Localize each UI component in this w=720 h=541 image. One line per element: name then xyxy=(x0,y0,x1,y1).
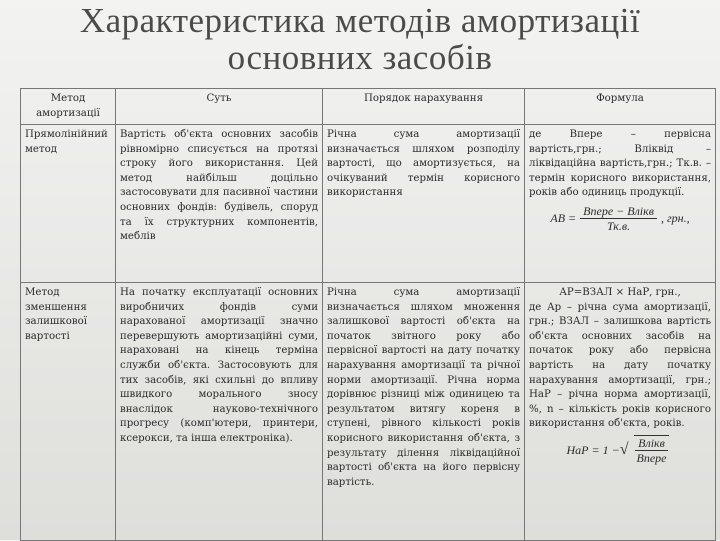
row2-formula-expression xyxy=(529,435,711,465)
row2-essence: На початку експлуатації основних виробничих фондів суми нарахованої амортизації значно перевершують амортизаційні суми, нараховані на кінець терміна служби об'єкта. Застосовують для тих засобів, які схильні до впливу швидкого морального зносу внаслідок науково-технічного прогресу (комп'ютери, принтери, ксерокси, та інша електроніка). xyxy=(116,283,323,541)
root-icon: √ xyxy=(619,440,629,458)
row1-method: Прямолінійний метод xyxy=(21,125,116,283)
methods-table xyxy=(20,88,716,541)
row2-formula-text: де Ар – річна сума амортизації, грн.; ВЗАЛ – залишкова вартість об'єкта основних засобів на початок року або первісна вартість на дату початку нарахування амортизації, грн.; НаР – річна норма амортизації, %, n – кількість років корисного використання об'єкта, років. xyxy=(529,301,711,430)
row1-formula-numerator: Впере − Влікв xyxy=(580,204,657,219)
row2-order: Річна сума амортизації визначається шляхом множення залишкової вартості об'єкта на початок звітного року або первісної вартості на дату початку нарахування амортизації та річної норми амортизації. Річна норма дорівнює різниці між одиницею та результатом витягу кореня в ступені, рівного кількості років корисного використання об'єкта, з результату ділення ліквідаційної вартості об'єкта на його первісну вартість. xyxy=(323,283,525,541)
row2-formula-cell xyxy=(525,283,716,541)
row1-formula-cell xyxy=(525,125,716,283)
row2-formula-numerator: Влікв xyxy=(635,436,668,451)
row1-formula-lhs: АВ = xyxy=(550,211,577,226)
header-essence: Суть xyxy=(116,89,323,125)
row1-order: Річна сума амортизації визначається шляхом розподілу вартості, що амортизується, на очікуваний термін корисного використання xyxy=(323,125,525,283)
row1-formula-unit: , грн., xyxy=(660,211,690,226)
row2-formula-fraction xyxy=(634,435,670,465)
row1-formula-expression xyxy=(529,204,711,233)
row1-formula-text: де Впере – первісна вартість,грн.; Вліквід – ліквідаційна вартість,грн.; Тк.в. – термін корисного використання, років або одиниць продукції. xyxy=(529,129,711,199)
row2-formula-lhs: НаР = 1 − xyxy=(566,442,620,457)
title-line-2: основних засобів xyxy=(227,38,493,77)
row1-formula-denominator: Тк.в. xyxy=(607,218,631,233)
row2-method: Метод зменшення залишкової вартості xyxy=(21,283,116,541)
header-formula: Формула xyxy=(525,89,716,125)
header-order: Порядок нарахування xyxy=(323,89,525,125)
row2-formula-denominator: Впере xyxy=(636,450,667,465)
page-title xyxy=(0,2,720,76)
row1-essence: Вартість об'єкта основних засобів рівномірно списується на протязі строку його використання. Цей метод найбільш доцільно застосовувати для пасивної частини основних фондів: будівель, споруд та їх структурних компонентів, меблів xyxy=(116,125,323,283)
row1-formula-fraction xyxy=(580,204,657,233)
header-method: Метод амортизації xyxy=(21,89,116,125)
row2-formula-main: АР=ВЗАЛ × НаР, грн., xyxy=(559,287,681,298)
title-line-1: Характеристика методів амортизації xyxy=(79,1,641,40)
